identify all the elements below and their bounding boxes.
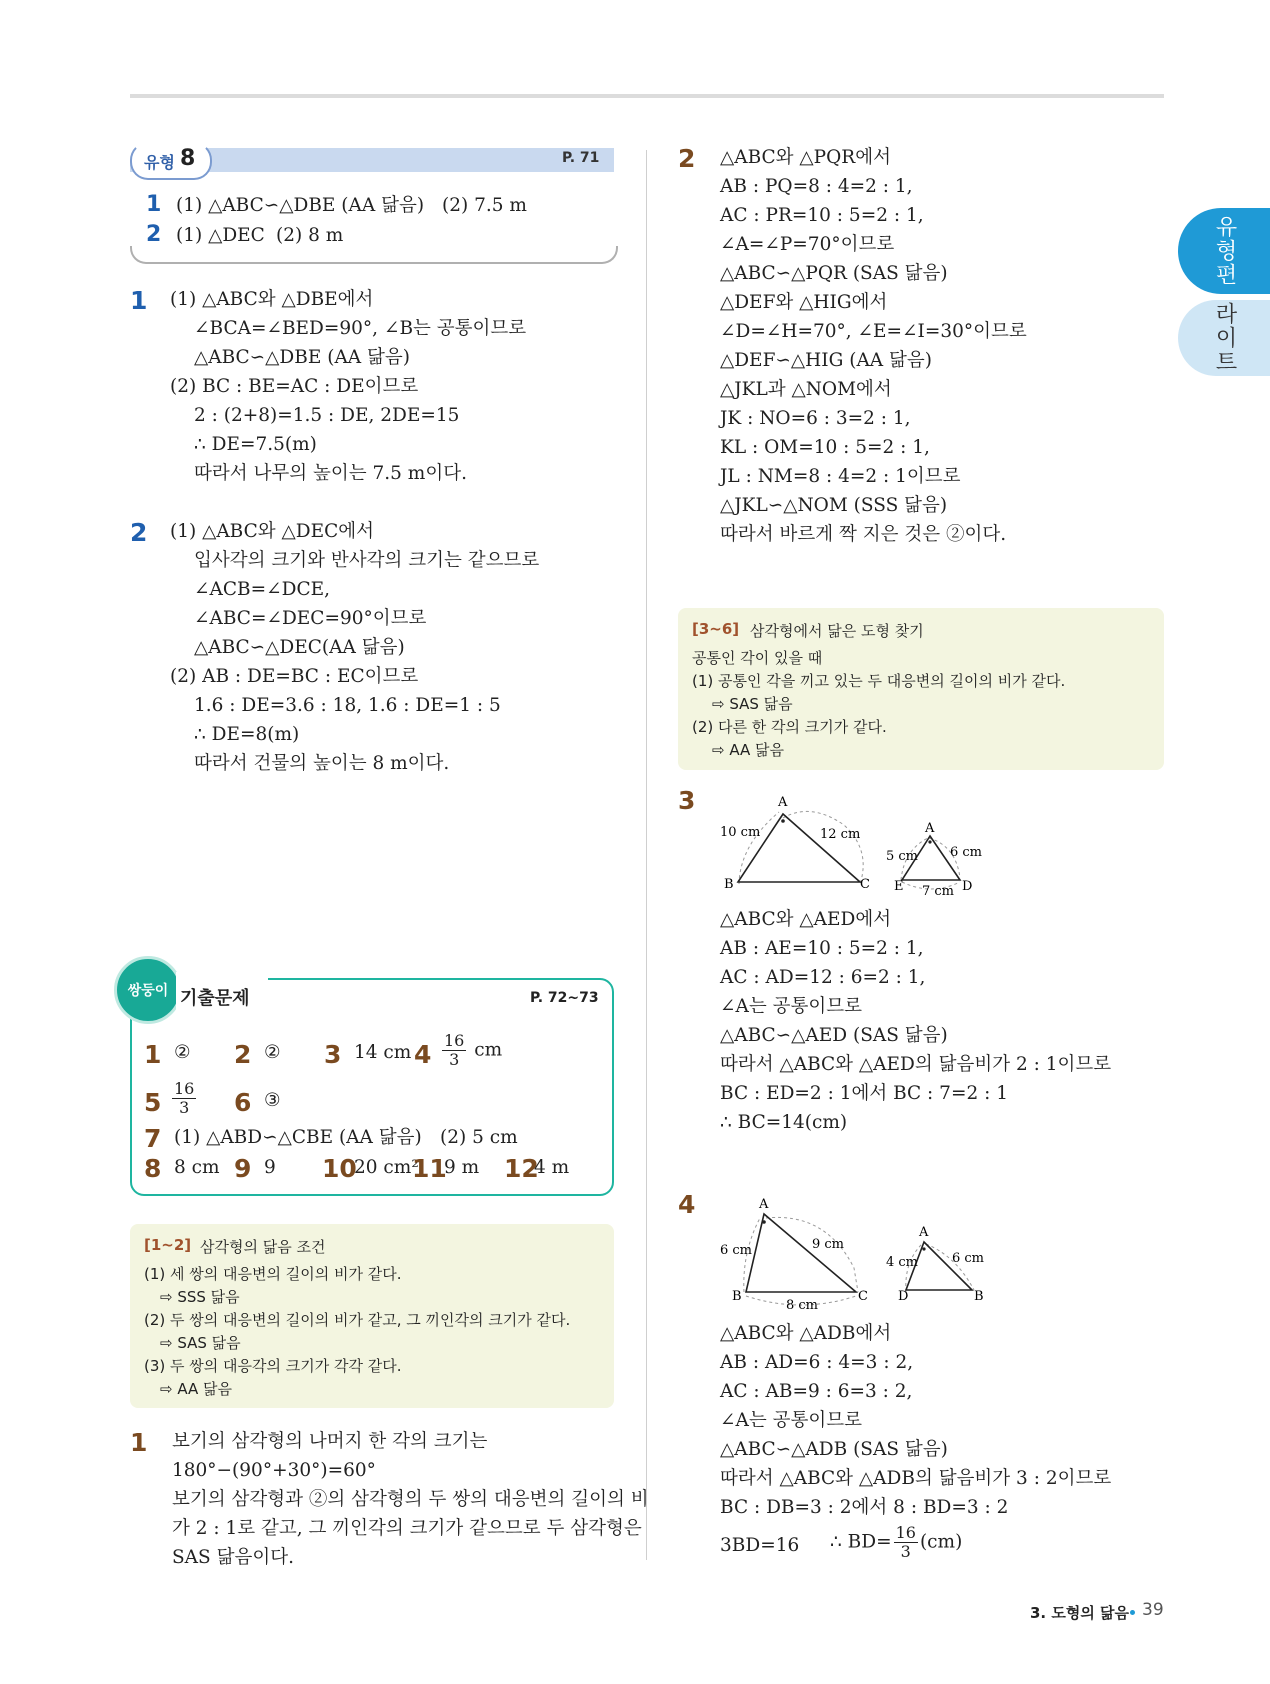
solution-line: KL : OM=10 : 5=2 : 1, [720, 437, 930, 458]
twin-answer-num: 2 [234, 1040, 252, 1069]
solution-line: ∠A=∠P=70°이므로 [720, 234, 895, 255]
box-bottom-line [130, 246, 618, 264]
solution-line: 180°−(90°+30°)=60° [172, 1460, 376, 1481]
solution-line-fraction: ∴ BD= $\frac{16}{3}$ (cm) [830, 1523, 963, 1561]
side-label: 12 cm [820, 827, 861, 842]
solution-line: (1) △ABC와 △DEC에서 [170, 521, 374, 542]
note-line: (2) 다른 한 각의 크기가 같다. [692, 718, 887, 736]
solution-line: △ABC와 △ADB에서 [720, 1323, 892, 1344]
footer-page-number: 39 [1142, 1600, 1164, 1620]
note-line: ⇨ AA 닮음 [160, 1380, 233, 1398]
twin-answer: (1) △ABD∽△CBE (AA 닮음) [174, 1127, 422, 1148]
twin-answer: 9 [264, 1157, 276, 1178]
twin-answer: ② [264, 1042, 281, 1063]
tab-light[interactable]: 라이트 [1178, 300, 1270, 376]
solution-line: △DEF와 △HIG에서 [720, 292, 888, 313]
solution-line: (2) AB : DE=BC : EC이므로 [170, 666, 419, 687]
vertex-label: C [858, 1289, 868, 1304]
solution-line: SAS 닮음이다. [172, 1547, 294, 1568]
solution-line: ∠ABC=∠DEC=90°이므로 [194, 608, 427, 629]
solution-line: JK : NO=6 : 3=2 : 1, [720, 408, 911, 429]
twin-answer-num: 12 [504, 1154, 539, 1183]
note-line: ⇨ SSS 닮음 [160, 1288, 240, 1306]
vertex-label: D [898, 1289, 909, 1304]
twin-answer: ② [174, 1042, 191, 1063]
vertex-label: A [919, 1225, 929, 1240]
solution-line: △DEF∽△HIG (AA 닮음) [720, 350, 933, 371]
solution-line: △ABC∽△DBE (AA 닮음) [194, 347, 410, 368]
answer-num: 2 [146, 222, 162, 247]
vertex-label: B [732, 1289, 742, 1304]
answer-text: (2) 8 m [276, 225, 344, 246]
solution-line: 따라서 나무의 높이는 7.5 m이다. [194, 463, 467, 484]
vertex-label: A [759, 1197, 769, 1212]
top-rule [130, 94, 1164, 98]
twin-answer-num: 10 [322, 1154, 357, 1183]
solution-line: 3BD=16 [720, 1535, 800, 1556]
twin-answer-fraction: $\frac{16}{3}$ cm [444, 1031, 503, 1069]
solution-line: △JKL과 △NOM에서 [720, 379, 892, 400]
vertex-label: C [860, 877, 870, 892]
page-ref: P. 71 [562, 150, 600, 166]
twin-answer-fraction: $\frac{16}{3}$ [174, 1079, 195, 1117]
footer-chapter: 3. 도형의 닮음 [1030, 1604, 1130, 1622]
vertex-label: D [962, 879, 973, 894]
answer-text: (2) 7.5 m [442, 195, 527, 216]
side-label: 4 cm [886, 1255, 919, 1270]
solution-line: ∴ DE=8(m) [194, 724, 300, 745]
solution-line: △ABC∽△PQR (SAS 닮음) [720, 263, 948, 284]
twin-badge [114, 956, 182, 1024]
solution-line: 따라서 △ABC와 △AED의 닮음비가 2 : 1이므로 [720, 1054, 1112, 1075]
twin-page-ref: P. 72~73 [530, 990, 599, 1006]
vertex-label: E [894, 879, 904, 894]
solution-line: ∴ BC=14(cm) [720, 1112, 848, 1133]
side-label: 5 cm [886, 849, 919, 864]
twin-answer-num: 9 [234, 1154, 252, 1183]
answer-num: 1 [146, 192, 162, 217]
twin-answer-num: 11 [412, 1154, 447, 1183]
side-label: 7 cm [922, 884, 955, 899]
type-tag-number: 8 [180, 146, 196, 171]
note-title: 삼각형의 닮음 조건 [200, 1238, 326, 1256]
side-label: 10 cm [720, 825, 761, 840]
twin-answer: 4 m [534, 1157, 570, 1178]
solution-line: △ABC∽△ADB (SAS 닮음) [720, 1439, 948, 1460]
solution-line: BC : DB=3 : 2에서 8 : BD=3 : 2 [720, 1497, 1009, 1518]
solution-line: △JKL∽△NOM (SSS 닮음) [720, 495, 948, 516]
note-line: (3) 두 쌍의 대응각의 크기가 각각 같다. [144, 1357, 402, 1375]
note-title-tag: [3~6] [692, 620, 740, 638]
solution-line: AB : AE=10 : 5=2 : 1, [720, 938, 924, 959]
twin-answer-num: 6 [234, 1088, 252, 1117]
solution-number: 4 [678, 1190, 696, 1219]
tab-yuhyeongpyeon[interactable]: 유형편 [1178, 208, 1270, 294]
solution-line: 보기의 삼각형의 나머지 한 각의 크기는 [172, 1431, 488, 1452]
twin-title: 기출문제 [180, 988, 250, 1009]
side-label: 6 cm [720, 1243, 753, 1258]
solution-number: 2 [130, 518, 148, 547]
vertex-label: A [778, 795, 788, 810]
note-line: ⇨ SAS 닮음 [160, 1334, 241, 1352]
note-line: ⇨ SAS 닮음 [712, 695, 793, 713]
solution-line: ∠BCA=∠BED=90°, ∠B는 공통이므로 [194, 318, 527, 339]
twin-answer-num: 1 [144, 1040, 162, 1069]
twin-answer-num: 5 [144, 1088, 162, 1117]
twin-answer-num: 8 [144, 1154, 162, 1183]
solution-line: △ABC∽△AED (SAS 닮음) [720, 1025, 948, 1046]
note-title-tag: [1~2] [144, 1236, 192, 1254]
twin-answer: 20 cm² [354, 1157, 419, 1178]
solution-line: ∠A는 공통이므로 [720, 1410, 862, 1431]
vertex-label: B [974, 1289, 984, 1304]
side-label: 9 cm [812, 1237, 845, 1252]
twin-answer-num: 3 [324, 1040, 342, 1069]
solution-line: 보기의 삼각형과 ②의 삼각형의 두 쌍의 대응변의 길이의 비 [172, 1489, 649, 1510]
solution-line: JL : NM=8 : 4=2 : 1이므로 [720, 466, 961, 487]
solution-line: 1.6 : DE=3.6 : 18, 1.6 : DE=1 : 5 [194, 695, 501, 716]
solution-line: AB : AD=6 : 4=3 : 2, [720, 1352, 914, 1373]
solution-line: ∴ DE=7.5(m) [194, 434, 317, 455]
solution-line: (1) △ABC와 △DBE에서 [170, 289, 374, 310]
twin-answer: (2) 5 cm [440, 1127, 518, 1148]
footer-dot [1130, 1610, 1135, 1615]
figure-triangles-4 [716, 1192, 1046, 1312]
solution-line: △ABC∽△DEC(AA 닮음) [194, 637, 405, 658]
solution-line: 입사각의 크기와 반사각의 크기는 같으므로 [194, 550, 540, 571]
solution-number: 2 [678, 144, 696, 173]
solution-line: AC : AB=9 : 6=3 : 2, [720, 1381, 913, 1402]
answer-text: (1) △DEC [176, 225, 265, 246]
solution-line: 따라서 바르게 짝 지은 것은 ②이다. [720, 524, 1007, 545]
solution-line: BC : ED=2 : 1에서 BC : 7=2 : 1 [720, 1083, 1008, 1104]
twin-answer: 8 cm [174, 1157, 220, 1178]
vertex-label: B [724, 877, 734, 892]
solution-line: ∠A는 공통이므로 [720, 996, 862, 1017]
solution-line: 따라서 건물의 높이는 8 m이다. [194, 753, 450, 774]
side-label: 6 cm [952, 1251, 985, 1266]
side-label: 8 cm [786, 1298, 819, 1312]
twin-answer-num: 7 [144, 1124, 162, 1153]
solution-line: 가 2 : 1로 같고, 그 끼인각의 크기가 같으므로 두 삼각형은 [172, 1518, 642, 1539]
answer-text: (1) △ABC∽△DBE (AA 닮음) [176, 195, 425, 216]
note-title: 삼각형에서 닮은 도형 찾기 [750, 622, 924, 640]
twin-answer: ③ [264, 1090, 281, 1111]
solution-line: 따라서 △ABC와 △ADB의 닮음비가 3 : 2이므로 [720, 1468, 1112, 1489]
type-tag-label: 유형 [144, 153, 175, 172]
note-line: (2) 두 쌍의 대응변의 길이의 비가 같고, 그 끼인각의 크기가 같다. [144, 1311, 571, 1329]
solution-line: ∠D=∠H=70°, ∠E=∠I=30°이므로 [720, 321, 1027, 342]
note-line: (1) 공통인 각을 끼고 있는 두 대응변의 길이의 비가 같다. [692, 672, 1066, 690]
figure-triangles-3 [716, 790, 1046, 900]
side-label: 6 cm [950, 845, 983, 860]
solution-line: 2 : (2+8)=1.5 : DE, 2DE=15 [194, 405, 460, 426]
solution-number: 1 [130, 286, 148, 315]
solution-line: (2) BC : BE=AC : DE이므로 [170, 376, 419, 397]
solution-number: 1 [130, 1428, 148, 1457]
twin-answer-num: 4 [414, 1040, 432, 1069]
solution-line: AC : PR=10 : 5=2 : 1, [720, 205, 924, 226]
solution-line: AC : AD=12 : 6=2 : 1, [720, 967, 926, 988]
twin-answer: 14 cm [354, 1042, 412, 1063]
twin-answer: 9 m [444, 1157, 480, 1178]
twin-badge-label: 쌍둥이 [127, 983, 169, 999]
solution-line: AB : PQ=8 : 4=2 : 1, [720, 176, 913, 197]
solution-line: △ABC와 △PQR에서 [720, 147, 891, 168]
note-line: 공통인 각이 있을 때 [692, 649, 823, 667]
solution-number: 3 [678, 786, 696, 815]
column-divider [646, 150, 647, 1560]
note-line: ⇨ AA 닮음 [712, 741, 785, 759]
vertex-label: A [925, 821, 935, 836]
note-line: (1) 세 쌍의 대응변의 길이의 비가 같다. [144, 1265, 402, 1283]
solution-line: ∠ACB=∠DCE, [194, 579, 330, 600]
solution-line: △ABC와 △AED에서 [720, 909, 892, 930]
